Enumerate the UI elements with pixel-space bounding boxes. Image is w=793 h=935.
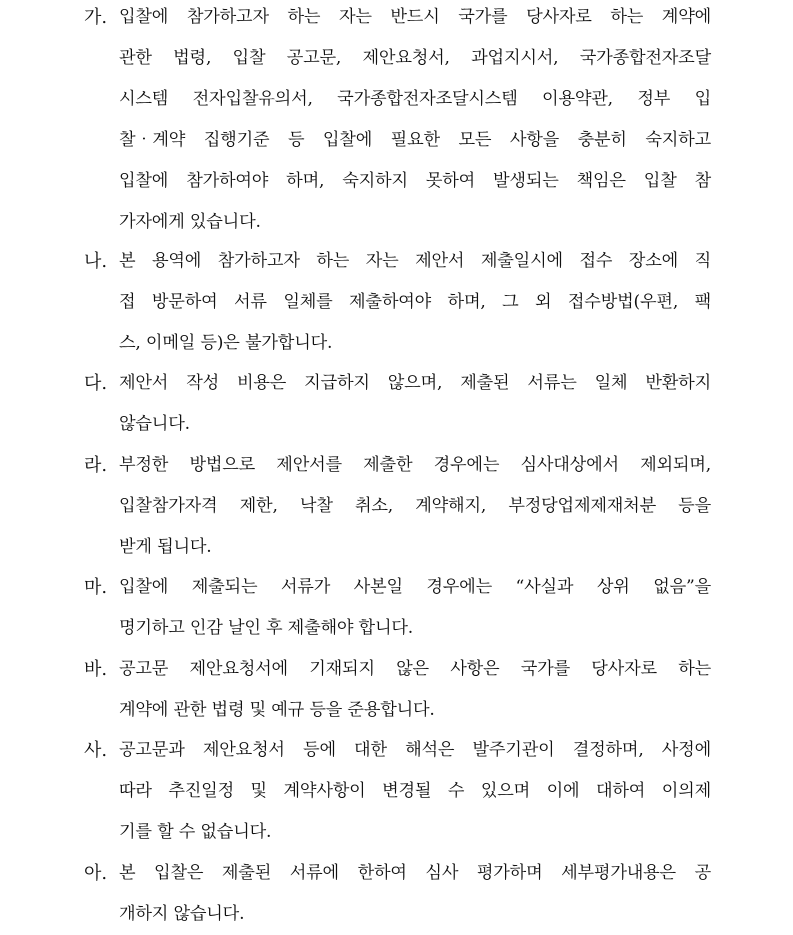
item-marker: 다. xyxy=(84,373,108,394)
item-text xyxy=(119,649,711,731)
item-marker: 사. xyxy=(84,740,108,761)
text-line: 본 용역에 참가하고자 하는 자는 제안서 제출일시에 접수 장소에 직 xyxy=(119,251,711,271)
item-marker: 나. xyxy=(84,251,108,272)
item-text xyxy=(119,853,711,935)
item-marker: 가. xyxy=(84,7,108,28)
item-text xyxy=(119,567,711,649)
text-line: 기를 할 수 없습니다. xyxy=(119,821,272,842)
item-marker: 라. xyxy=(84,455,108,476)
item-text xyxy=(119,730,711,853)
text-line: 찰‧계약 집행기준 등 입찰에 필요한 모든 사항을 충분히 숙지하고 xyxy=(119,129,711,150)
text-line: 본 입찰은 제출된 서류에 한하여 심사 평가하며 세부평가내용은 공 xyxy=(119,863,711,883)
text-line: 개하지 않습니다. xyxy=(119,903,245,924)
item-marker: 마. xyxy=(84,577,108,598)
item-text xyxy=(119,445,711,568)
text-line: 입찰에 참가하여야 하며, 숙지하지 못하여 발생되는 책임은 입찰 참 xyxy=(119,170,711,191)
text-line: 입찰에 참가하고자 하는 자는 반드시 국가를 당사자로 하는 계약에 xyxy=(119,7,711,27)
text-line: 명기하고 인감 날인 후 제출해야 합니다. xyxy=(119,617,414,638)
text-line: 공고문과 제안요청서 등에 대한 해석은 발주기관이 결정하며, 사정에 xyxy=(119,740,711,760)
text-line: 받게 됩니다. xyxy=(119,536,212,557)
text-line: 따라 추진일정 및 계약사항이 변경될 수 있으며 이에 대하여 이의제 xyxy=(119,780,711,801)
item-text xyxy=(119,0,711,242)
text-line: 접 방문하여 서류 일체를 제출하여야 하며, 그 외 접수방법(우편, 팩 xyxy=(119,291,711,312)
text-line: 관한 법령, 입찰 공고문, 제안요청서, 과업지시서, 국가종합전자조달 xyxy=(119,47,711,68)
text-line: 제안서 작성 비용은 지급하지 않으며, 제출된 서류는 일체 반환하지 xyxy=(119,373,711,393)
item-text xyxy=(119,363,711,445)
text-line: 입찰참가자격 제한, 낙찰 취소, 계약해지, 부정당업제제재처분 등을 xyxy=(119,495,711,516)
text-line: 가자에게 있습니다. xyxy=(119,211,261,232)
text-line: 공고문 제안요청서에 기재되지 않은 사항은 국가를 당사자로 하는 xyxy=(119,659,711,679)
text-line: 계약에 관한 법령 및 예규 등을 준용합니다. xyxy=(119,699,435,720)
text-line: 부정한 방법으로 제안서를 제출한 경우에는 심사대상에서 제외되며, xyxy=(119,455,711,475)
text-line: 시스템 전자입찰유의서, 국가종합전자조달시스템 이용약관, 정부 입 xyxy=(119,88,711,109)
text-line: 않습니다. xyxy=(119,413,190,434)
text-line: 스, 이메일 등)은 불가합니다. xyxy=(119,332,333,353)
item-text xyxy=(119,241,711,364)
item-marker: 아. xyxy=(84,863,108,884)
text-line: 입찰에 제출되는 서류가 사본일 경우에는 “사실과 상위 없음”을 xyxy=(119,577,711,597)
item-marker: 바. xyxy=(84,659,108,680)
